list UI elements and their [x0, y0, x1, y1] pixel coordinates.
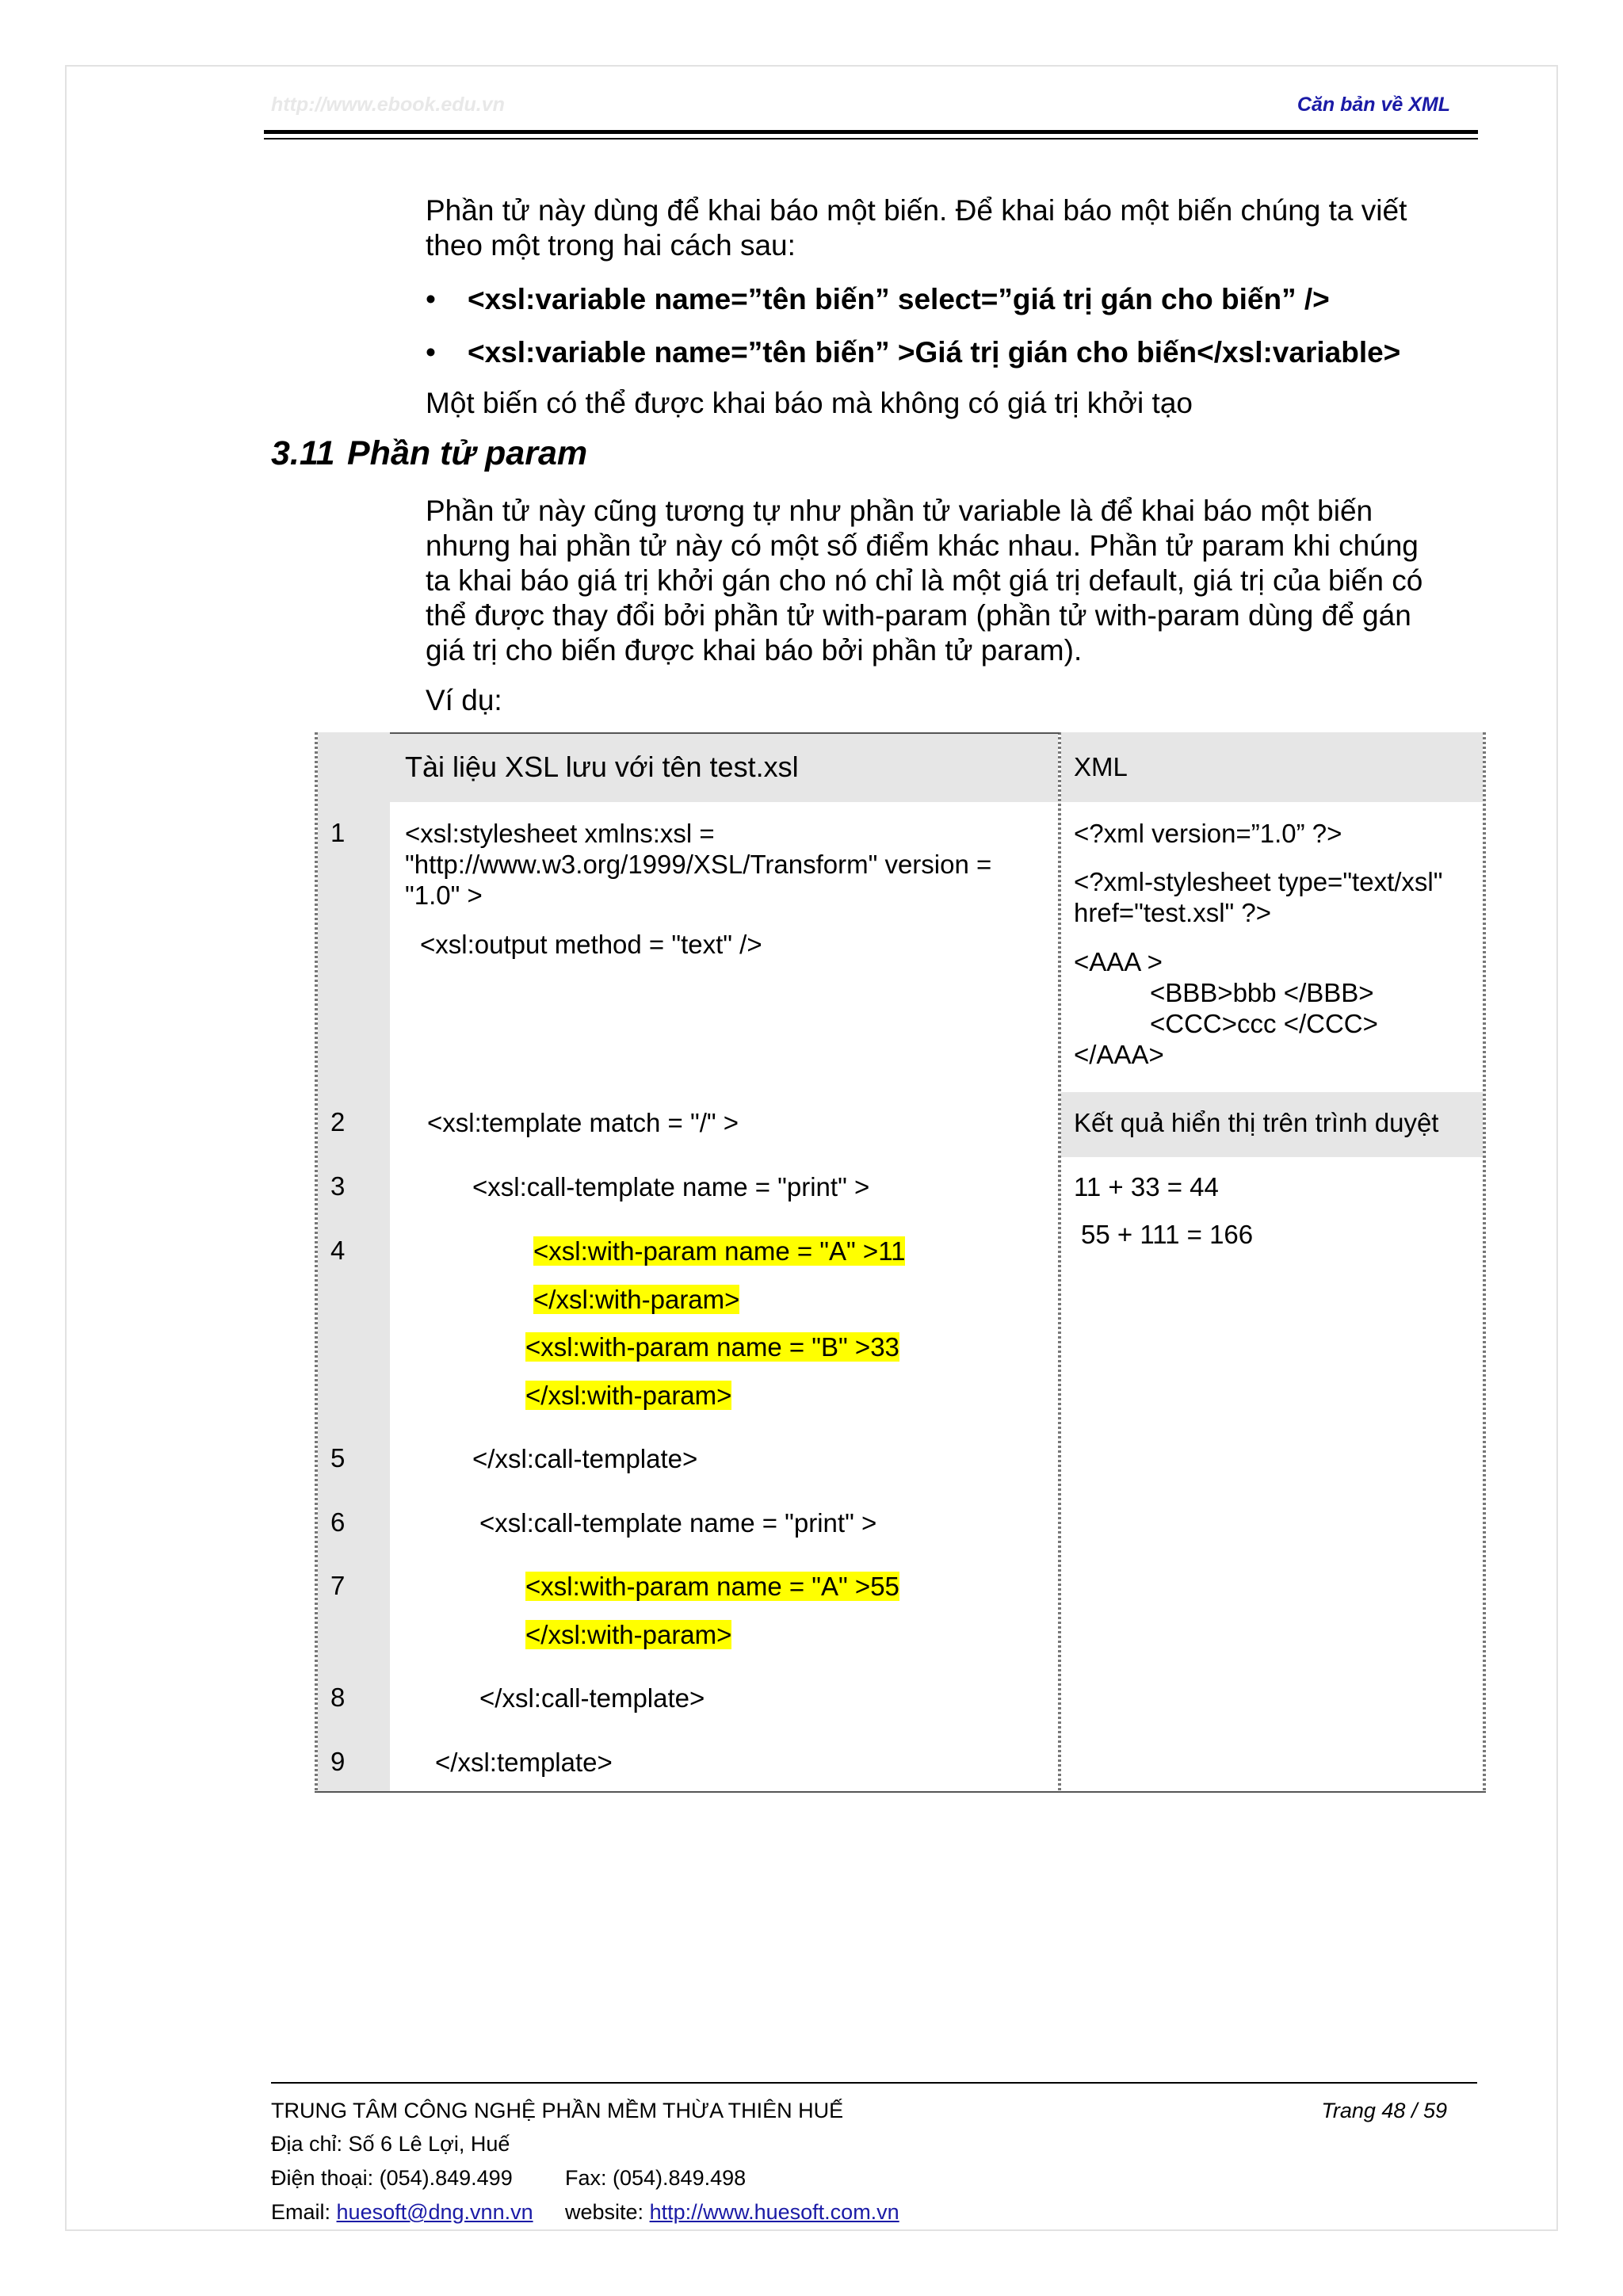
- footer-address: Địa chỉ: Số 6 Lê Lợi, Huế: [271, 2132, 510, 2156]
- xml-code-line: <BBB>bbb </BBB>: [1150, 978, 1374, 1007]
- header-rule-thin: [264, 138, 1478, 139]
- email-label: Email:: [271, 2200, 337, 2224]
- bullet-icon: •: [426, 283, 436, 315]
- highlight-mark: <xsl:with-param name = "A" >55: [525, 1572, 899, 1601]
- intro-line-1: Phần tử này dùng để khai báo một biến. Để khai báo một biến chúng ta viết: [426, 194, 1407, 227]
- header-title: Căn bản về XML: [1296, 94, 1450, 116]
- xml-code-line: </AAA>: [1074, 1040, 1164, 1069]
- xsl-code-line: <xsl:output method = "text" />: [420, 930, 762, 959]
- example-label: Ví dụ:: [426, 684, 502, 716]
- example-table: [315, 732, 1486, 1793]
- xsl-code-line: </xsl:call-template>: [479, 1683, 705, 1713]
- xsl-code-line: <xsl:stylesheet xmlns:xsl =: [405, 819, 715, 848]
- intro-note: Một biến có thể được khai báo mà không có giá trị khởi tạo: [426, 387, 1193, 419]
- line-number: 1: [330, 818, 346, 847]
- xsl-code-line-highlighted: [525, 1571, 899, 1602]
- xsl-code-line-highlighted: [533, 1236, 905, 1266]
- line-number: 4: [330, 1236, 346, 1265]
- highlight-mark: </xsl:with-param>: [533, 1285, 740, 1314]
- xml-code-line: <?xml-stylesheet type="text/xsl": [1074, 867, 1443, 896]
- highlight-mark: </xsl:with-param>: [525, 1620, 732, 1649]
- xsl-code-line: <xsl:call-template name = "print" >: [472, 1172, 870, 1201]
- footer-org: TRUNG TÂM CÔNG NGHỆ PHẦN MỀM THỪA THIÊN HUẾ: [271, 2099, 844, 2122]
- xml-code-line: href="test.xsl" ?>: [1074, 898, 1272, 927]
- bullet-text: <xsl:variable name=”tên biến” >Giá trị gián cho biến</xsl:variable>: [468, 336, 1401, 369]
- line-number: 7: [330, 1571, 346, 1600]
- page-number: Trang 48 / 59: [1321, 2099, 1447, 2122]
- section-para-line-1: Phần tử này cũng tương tự như phần tử variable là để khai báo một biến: [426, 495, 1373, 527]
- result-header: Kết quả hiển thị trên trình duyệt: [1074, 1108, 1439, 1137]
- section-number: 3.11: [271, 434, 335, 472]
- website-link[interactable]: http://www.huesoft.com.vn: [649, 2200, 899, 2224]
- xsl-header: Tài liệu XSL lưu với tên test.xsl: [405, 751, 799, 783]
- table-border-right: [1483, 732, 1486, 1793]
- xsl-code-line: <xsl:call-template name = "print" >: [479, 1508, 877, 1538]
- table-border-left: [315, 732, 318, 1793]
- table-border-top: [390, 732, 1060, 734]
- highlight-mark: </xsl:with-param>: [525, 1381, 732, 1410]
- highlight-mark: <xsl:with-param name = "B" >33: [525, 1332, 899, 1362]
- line-number: 9: [330, 1747, 346, 1776]
- footer-email: [271, 2200, 533, 2225]
- line-number: 3: [330, 1171, 346, 1201]
- table-column-divider: [1058, 732, 1061, 1793]
- line-number: 8: [330, 1683, 346, 1712]
- xsl-code-line-highlighted: [525, 1331, 899, 1362]
- email-link[interactable]: huesoft@dng.vnn.vn: [336, 2200, 533, 2224]
- section-para-line-5: giá trị cho biến được khai báo bởi phần tử param).: [426, 634, 1083, 667]
- xsl-code-line: <xsl:template match = "/" >: [427, 1108, 739, 1137]
- section-para-line-2: nhưng hai phần tử này có một số điểm khác nhau. Phần tử param khi chúng: [426, 529, 1419, 562]
- xsl-code-line-highlighted: [525, 1619, 731, 1650]
- section-para-line-3: ta khai báo giá trị khởi gán cho nó chỉ là một giá trị default, giá trị của biến có: [426, 564, 1423, 597]
- result-line: 55 + 111 = 166: [1081, 1220, 1254, 1249]
- line-number: 6: [330, 1507, 346, 1537]
- line-number: 2: [330, 1107, 346, 1137]
- xsl-code-line: </xsl:template>: [435, 1748, 613, 1777]
- xml-code-line: <CCC>ccc </CCC>: [1150, 1009, 1378, 1038]
- xsl-code-line: "http://www.w3.org/1999/XSL/Transform" version =: [405, 850, 992, 879]
- header-url: http://www.ebook.edu.vn: [271, 94, 505, 116]
- xsl-code-line-highlighted: [533, 1284, 739, 1315]
- footer-rule: [271, 2082, 1477, 2084]
- bullet-text: <xsl:variable name=”tên biến” select=”giá trị gán cho biến” />: [468, 283, 1330, 315]
- xml-code-line: <AAA >: [1074, 947, 1163, 976]
- footer-phone: Điện thoại: (054).849.499: [271, 2166, 513, 2190]
- xml-header: XML: [1074, 752, 1128, 781]
- table-border-bottom: [315, 1791, 1486, 1793]
- footer-fax: Fax: (054).849.498: [565, 2166, 747, 2190]
- website-label: website:: [565, 2200, 650, 2224]
- section-heading: [271, 434, 587, 473]
- xsl-code-line: "1.0" >: [405, 881, 483, 910]
- xml-code-line: <?xml version=”1.0” ?>: [1074, 819, 1342, 848]
- header-rule: [264, 130, 1478, 134]
- result-line: 11 + 33 = 44: [1074, 1172, 1219, 1201]
- bullet-icon: •: [426, 336, 436, 369]
- intro-line-2: theo một trong hai cách sau:: [426, 229, 796, 262]
- highlight-mark: <xsl:with-param name = "A" >11: [533, 1236, 906, 1266]
- footer-website: [565, 2200, 899, 2225]
- xsl-code-line-highlighted: [525, 1380, 731, 1411]
- xsl-code-line: </xsl:call-template>: [472, 1444, 698, 1473]
- section-para-line-4: thể được thay đổi bởi phần tử with-param (phần tử with-param dùng để gán: [426, 599, 1411, 632]
- line-number-column: [315, 732, 390, 1793]
- section-title-text: Phần tử param: [347, 434, 588, 472]
- line-number: 5: [330, 1443, 346, 1473]
